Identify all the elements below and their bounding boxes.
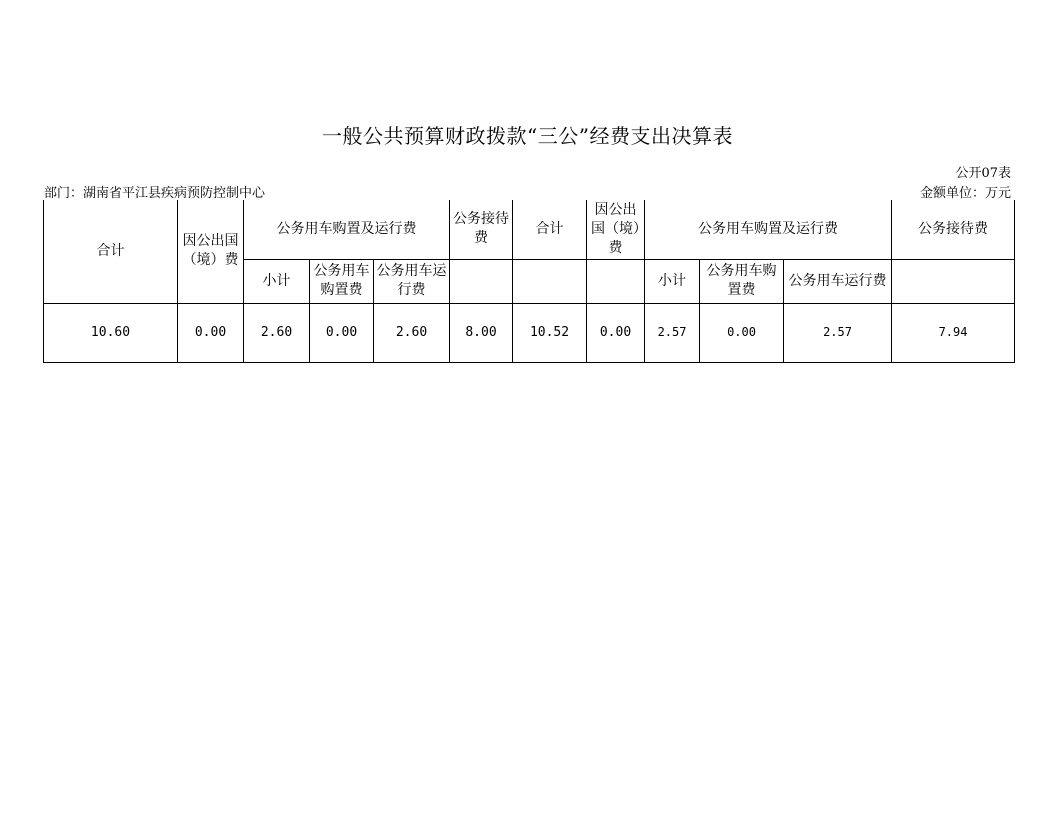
header-budget-car-subtotal: 小计: [244, 259, 310, 303]
value-budget-car-subtotal: 2.60: [244, 303, 310, 362]
value-actual-reception: 7.94: [892, 303, 1015, 362]
header-actual-car-subtotal: 小计: [645, 259, 700, 303]
value-budget-reception: 8.00: [450, 303, 513, 362]
header-actual-total: 合计: [513, 200, 587, 259]
form-number: 公开07表: [955, 166, 1011, 181]
header-actual-abroad: 因公出国（境）费: [587, 200, 645, 259]
header-row-1: [44, 200, 1015, 259]
amount-unit-label: 金额单位：万元: [919, 186, 1011, 201]
data-row: [44, 303, 1015, 362]
header-actual-car: 公务用车购置及运行费: [645, 200, 892, 259]
value-budget-car-operation: 2.60: [374, 303, 450, 362]
value-budget-abroad: 0.00: [178, 303, 244, 362]
value-actual-abroad: 0.00: [587, 303, 645, 362]
value-actual-car-operation: 2.57: [784, 303, 892, 362]
expenditure-table: [43, 200, 1015, 363]
value-actual-total: 10.52: [513, 303, 587, 362]
header-budget-car-purchase: 公务用车购置费: [310, 259, 374, 303]
header-actual-car-purchase: 公务用车购置费: [700, 259, 784, 303]
value-actual-car-subtotal: 2.57: [645, 303, 700, 362]
value-actual-car-purchase: 0.00: [700, 303, 784, 362]
value-budget-car-purchase: 0.00: [310, 303, 374, 362]
header-empty-cell: [587, 259, 645, 303]
header-budget-abroad: 因公出国（境）费: [178, 200, 244, 303]
header-empty-cell: [892, 259, 1015, 303]
department-label: 部门：湖南省平江县疾病预防控制中心: [44, 186, 266, 201]
header-empty-cell: [450, 259, 513, 303]
header-empty-cell: [513, 259, 587, 303]
header-budget-total: 合计: [44, 200, 178, 303]
page-title: 一般公共预算财政拨款“三公”经费支出决算表: [322, 124, 733, 148]
header-actual-reception: 公务接待费: [892, 200, 1015, 259]
header-budget-reception: 公务接待费: [450, 200, 513, 259]
header-budget-car: 公务用车购置及运行费: [244, 200, 450, 259]
value-budget-total: 10.60: [44, 303, 178, 362]
header-actual-car-operation: 公务用车运行费: [784, 259, 892, 303]
header-budget-car-operation: 公务用车运行费: [374, 259, 450, 303]
